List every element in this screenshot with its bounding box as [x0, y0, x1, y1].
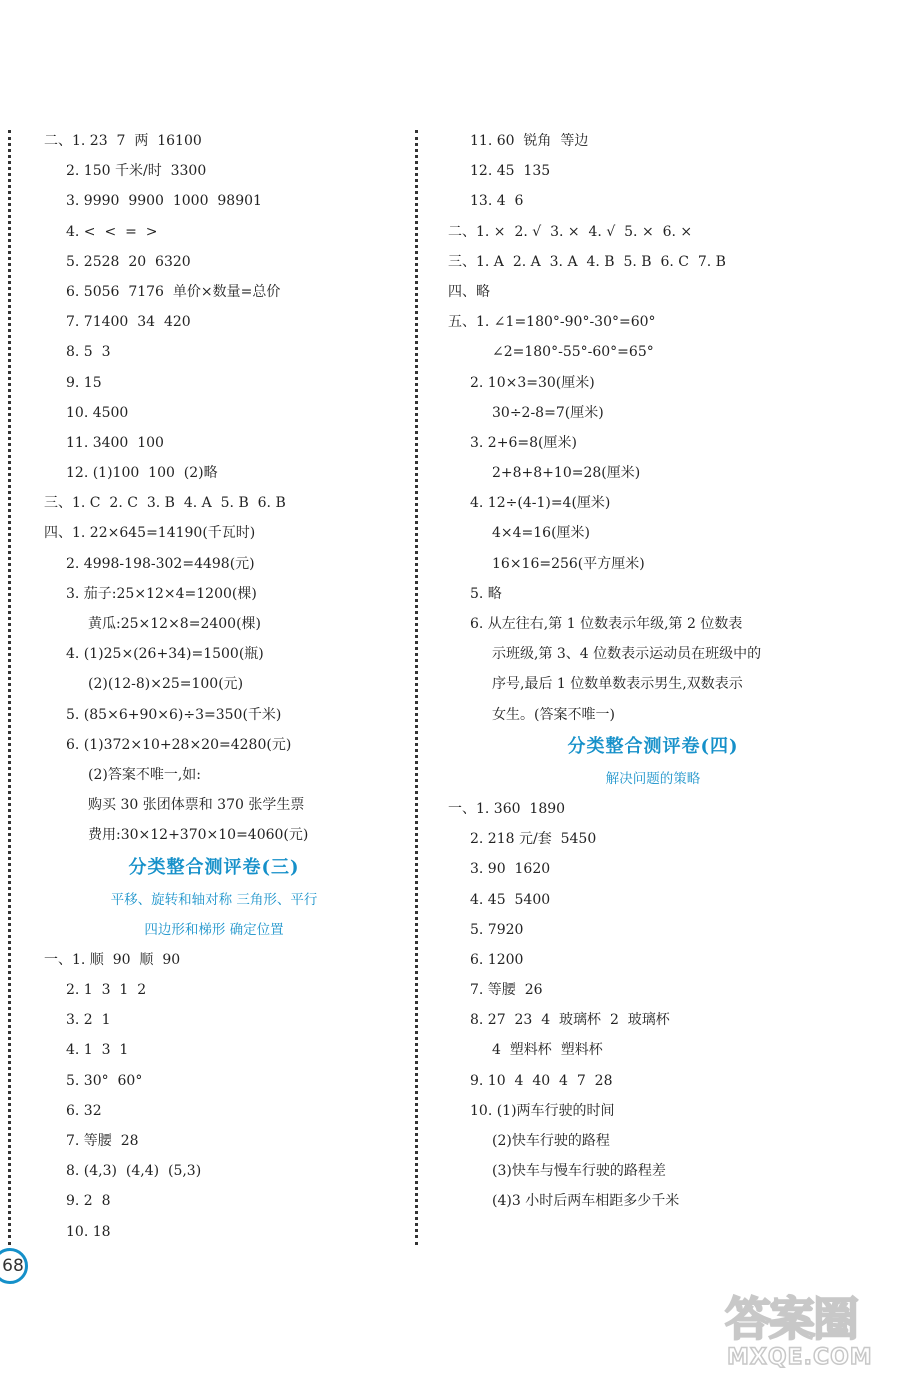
answer-line: 二、1. × 2. √ 3. × 4. √ 5. × 6. × [448, 223, 693, 240]
answer-line: 4×4=16(厘米) [492, 525, 591, 542]
answer-line: 5. 7920 [470, 921, 524, 938]
answer-line: 三、1. C 2. C 3. B 4. A 5. B 6. B [44, 495, 286, 512]
answer-line: 11. 3400 100 [66, 434, 164, 451]
section-title: 分类整合测评卷(三) [128, 856, 300, 878]
answer-line: 购买 30 张团体票和 370 张学生票 [88, 797, 305, 814]
answer-line: 13. 4 6 [470, 193, 524, 210]
answer-line: 4. 1 3 1 [66, 1042, 129, 1059]
answer-line: 3. 9990 9900 1000 98901 [66, 193, 262, 210]
left-answer-column [44, 126, 404, 1247]
answer-line: 8. 27 23 4 玻璃杯 2 玻璃杯 [470, 1012, 670, 1029]
answer-line: 2+8+8+10=28(厘米) [492, 465, 641, 482]
answer-line: 6. (1)372×10+28×20=4280(元) [66, 736, 292, 753]
answer-line: 示班级,第 3、4 位数表示运动员在班级中的 [492, 646, 762, 663]
section-title: 分类整合测评卷(四) [567, 735, 739, 757]
answer-line: 4. < < = > [66, 223, 158, 240]
answer-line: 费用:30×12+370×10=4060(元) [88, 827, 309, 844]
section-subtitle: 四边形和梯形 确定位置 [144, 921, 284, 938]
answer-line: 四、1. 22×645=14190(千瓦时) [44, 525, 256, 542]
answer-line: 8. 5 3 [66, 344, 111, 361]
answer-line: (4)3 小时后两车相距多少千米 [492, 1193, 680, 1210]
answer-line: 12. (1)100 100 (2)略 [66, 465, 218, 482]
right-answer-column [448, 126, 858, 1217]
answer-line: 2. 1 3 1 2 [66, 982, 147, 999]
answer-line: 9. 10 4 40 4 7 28 [470, 1072, 613, 1089]
answer-line: 四、略 [448, 283, 490, 300]
answer-line: 序号,最后 1 位数单数表示男生,双数表示 [492, 676, 743, 693]
answer-line: 5. 30° 60° [66, 1072, 143, 1089]
answer-line: (2)答案不唯一,如: [88, 766, 201, 783]
answer-line: 9. 2 8 [66, 1193, 111, 1210]
answer-line: ∠2=180°-55°-60°=65° [492, 344, 654, 361]
answer-line: 16×16=256(平方厘米) [492, 555, 645, 572]
answer-line: (3)快车与慢车行驶的路程差 [492, 1163, 666, 1180]
answer-line: 10. 18 [66, 1223, 111, 1240]
binding-dots-left [8, 130, 11, 1245]
watermark-logo [725, 1293, 895, 1383]
answer-line: 6. 32 [66, 1102, 102, 1119]
answer-line: 二、1. 23 7 两 16100 [44, 133, 202, 149]
watermark-cn: 答案圈 [725, 1292, 857, 1346]
answer-line: 2. 10×3=30(厘米) [470, 374, 595, 391]
answer-line: 一、1. 360 1890 [448, 800, 566, 817]
section-subtitle: 平移、旋转和轴对称 三角形、平行 [110, 891, 318, 908]
answer-line: 3. 2+6=8(厘米) [470, 434, 577, 451]
page-number-badge [0, 1248, 28, 1284]
answer-line: 5. 略 [470, 585, 502, 602]
answer-line: 6. 5056 7176 单价×数量=总价 [66, 283, 281, 300]
answer-line: 5. (85×6+90×6)÷3=350(千米) [66, 706, 282, 723]
answer-line: 4. 12÷(4-1)=4(厘米) [470, 495, 611, 512]
answer-line: 2. 218 元/套 5450 [470, 831, 597, 848]
answer-line: 4. 45 5400 [470, 891, 551, 908]
page-number: 68 [2, 1256, 24, 1276]
answer-line: 2. 150 千米/时 3300 [66, 163, 207, 180]
answer-line: 3. 茄子:25×12×4=1200(棵) [66, 585, 257, 602]
answer-line: 10. (1)两车行驶的时间 [470, 1102, 615, 1119]
answer-line: 3. 90 1620 [470, 861, 551, 878]
answer-line: (2)(12-8)×25=100(元) [88, 676, 244, 693]
section-subtitle: 解决问题的策略 [605, 770, 701, 787]
answer-line: 3. 2 1 [66, 1012, 111, 1029]
answer-line: 9. 15 [66, 374, 102, 391]
answer-line: 女生。(答案不唯一) [492, 706, 615, 723]
answer-line: 五、1. ∠1=180°-90°-30°=60° [448, 314, 656, 331]
answer-line: 12. 45 135 [470, 163, 551, 180]
answer-line: 4. (1)25×(26+34)=1500(瓶) [66, 646, 264, 663]
answer-line: 6. 从左往右,第 1 位数表示年级,第 2 位数表 [470, 616, 743, 632]
answer-line: 一、1. 顺 90 顺 90 [44, 951, 181, 968]
answer-line: 7. 等腰 28 [66, 1133, 139, 1149]
answer-line: 7. 等腰 26 [470, 982, 543, 999]
answer-line: 30÷2-8=7(厘米) [492, 404, 604, 421]
answer-line: 三、1. A 2. A 3. A 4. B 5. B 6. C 7. B [448, 253, 726, 270]
column-divider-dots [415, 130, 418, 1245]
answer-line: 5. 2528 20 6320 [66, 253, 191, 270]
answer-line: 7. 71400 34 420 [66, 314, 191, 331]
answer-line: 6. 1200 [470, 951, 524, 968]
answer-line: 2. 4998-198-302=4498(元) [66, 555, 255, 572]
answer-line: 8. (4,3) (4,4) (5,3) [66, 1163, 202, 1180]
answer-line: 11. 60 锐角 等边 [470, 133, 589, 149]
answer-line: 10. 4500 [66, 404, 129, 421]
answer-line: 4 塑料杯 塑料杯 [492, 1042, 603, 1059]
watermark-en: MXQE.COM [727, 1345, 873, 1370]
answer-line: (2)快车行驶的路程 [492, 1133, 610, 1149]
answer-line: 黄瓜:25×12×8=2400(棵) [88, 616, 261, 632]
